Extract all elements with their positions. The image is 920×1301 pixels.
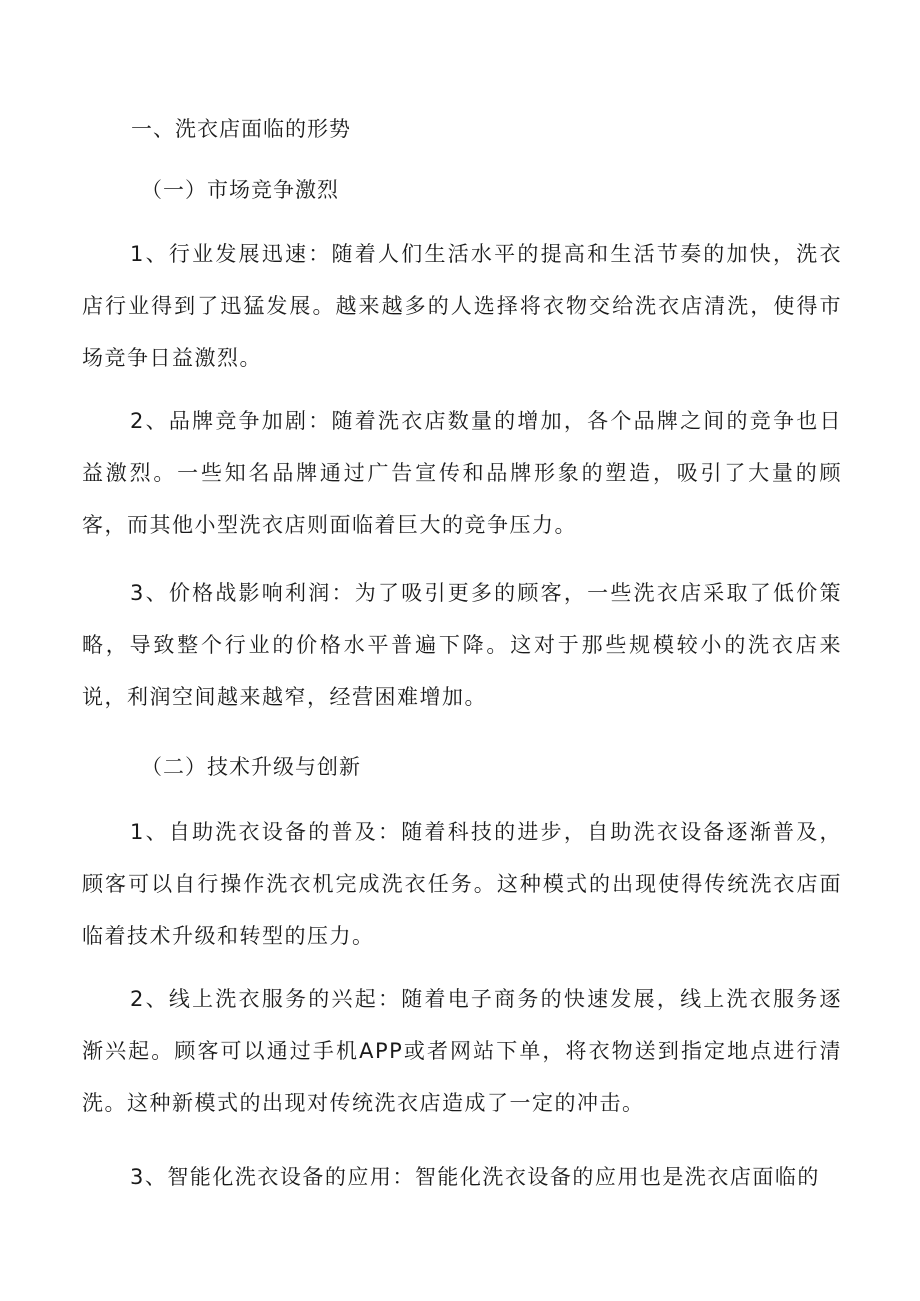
paragraph-self-service-laundry: 1、自助洗衣设备的普及：随着科技的进步，自助洗衣设备逐渐普及，顾客可以自行操作洗衣机完成洗衣任务。这种模式的出现使得传统洗衣店面临着技术升级和转型的压力。	[82, 820, 842, 948]
paragraph-smart-laundry: 3、智能化洗衣设备的应用：智能化洗衣设备的应用也是洗衣店面临的	[130, 1165, 820, 1189]
subsection-title-tech-upgrade: （二）技术升级与创新	[141, 755, 361, 779]
section-title: 一、洗衣店面临的形势	[131, 117, 351, 141]
paragraph-brand-competition: 2、品牌竞争加剧：随着洗衣店数量的增加，各个品牌之间的竞争也日益激烈。一些知名品牌通过广告宣传和品牌形象的塑造，吸引了大量的顾客，而其他小型洗衣店则面临着巨大的竞争压力。	[82, 409, 842, 537]
paragraph-industry-growth: 1、行业发展迅速：随着人们生活水平的提高和生活节奏的加快，洗衣店行业得到了迅猛发展。越来越多的人选择将衣物交给洗衣店清洗，使得市场竞争日益激烈。	[82, 242, 842, 370]
paragraph-price-war: 3、价格战影响利润：为了吸引更多的顾客，一些洗衣店采取了低价策略，导致整个行业的价格水平普遍下降。这对于那些规模较小的洗衣店来说，利润空间越来越窄，经营困难增加。	[82, 581, 842, 709]
subsection-title-market-competition: （一）市场竞争激烈	[141, 178, 339, 202]
paragraph-online-laundry: 2、线上洗衣服务的兴起：随着电子商务的快速发展，线上洗衣服务逐渐兴起。顾客可以通过手机APP或者网站下单，将衣物送到指定地点进行清洗。这种新模式的出现对传统洗衣店造成了一定的冲击。	[82, 987, 842, 1115]
